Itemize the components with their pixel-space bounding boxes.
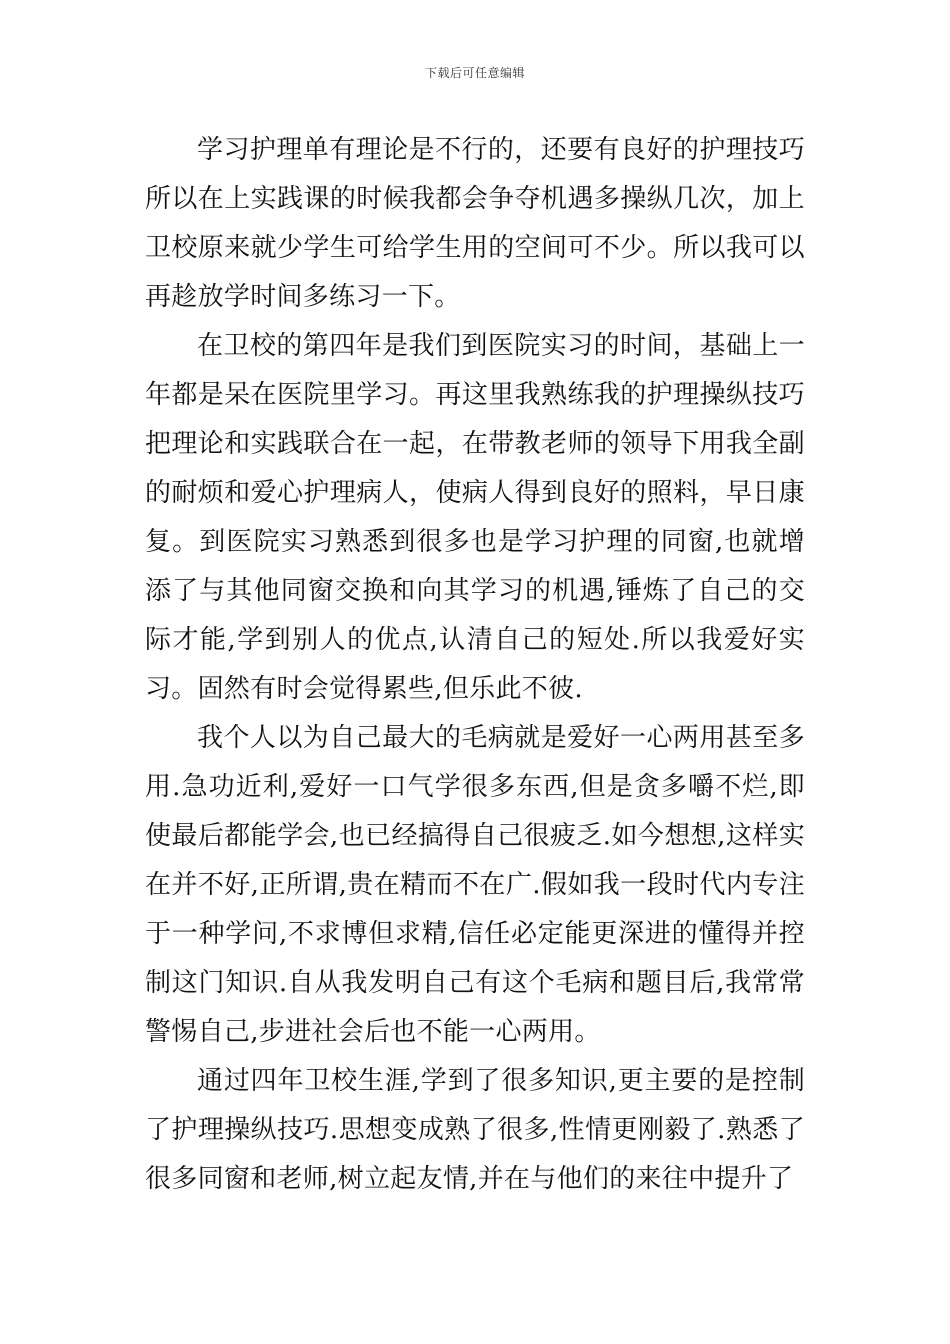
paragraph-2: 在卫校的第四年是我们到医院实习的时间，基础上一年都是呆在医院里学习。再这里我熟练我的护理操纵技巧把理论和实践联合在一起，在带教老师的领导下用我全副的耐烦和爱心护理病人，使病人得到良好的照料，早日康复。到医院实习熟悉到很多也是学习护理的同窗,也就增添了与其他同窗交换和向其学习的机遇,锤炼了自己的交际才能,学到别人的优点,认清自己的短处.所以我爱好实习。固然有时会觉得累些,但乐此不彼. [145, 331, 805, 704]
paragraph-3: 我个人以为自己最大的毛病就是爱好一心两用甚至多用.急功近利,爱好一口气学很多东西,但是贪多嚼不烂,即使最后都能学会,也已经搞得自己很疲乏.如今想想,这样实在并不好,正所谓,贵在精而不在广.假如我一段时代内专注于一种学问,不求博但求精,信任必定能更深进的懂得并控制这门知识.自从我发明自己有这个毛病和题目后,我常常警惕自己,步进社会后也不能一心两用。 [145, 723, 805, 1047]
document-body [145, 126, 805, 1204]
paragraph-1: 学习护理单有理论是不行的，还要有良好的护理技巧所以在上实践课的时候我都会争夺机遇多操纵几次，加上卫校原来就少学生可给学生用的空间可不少。所以我可以再趁放学时间多练习一下。 [145, 135, 805, 312]
page-header-note: 下载后可任意编辑 [424, 66, 525, 80]
paragraph-4: 通过四年卫校生涯,学到了很多知识,更主要的是控制了护理操纵技巧.思想变成熟了很多,性情更刚毅了.熟悉了很多同窗和老师,树立起友情,并在与他们的来往中提升了 [145, 1066, 805, 1194]
